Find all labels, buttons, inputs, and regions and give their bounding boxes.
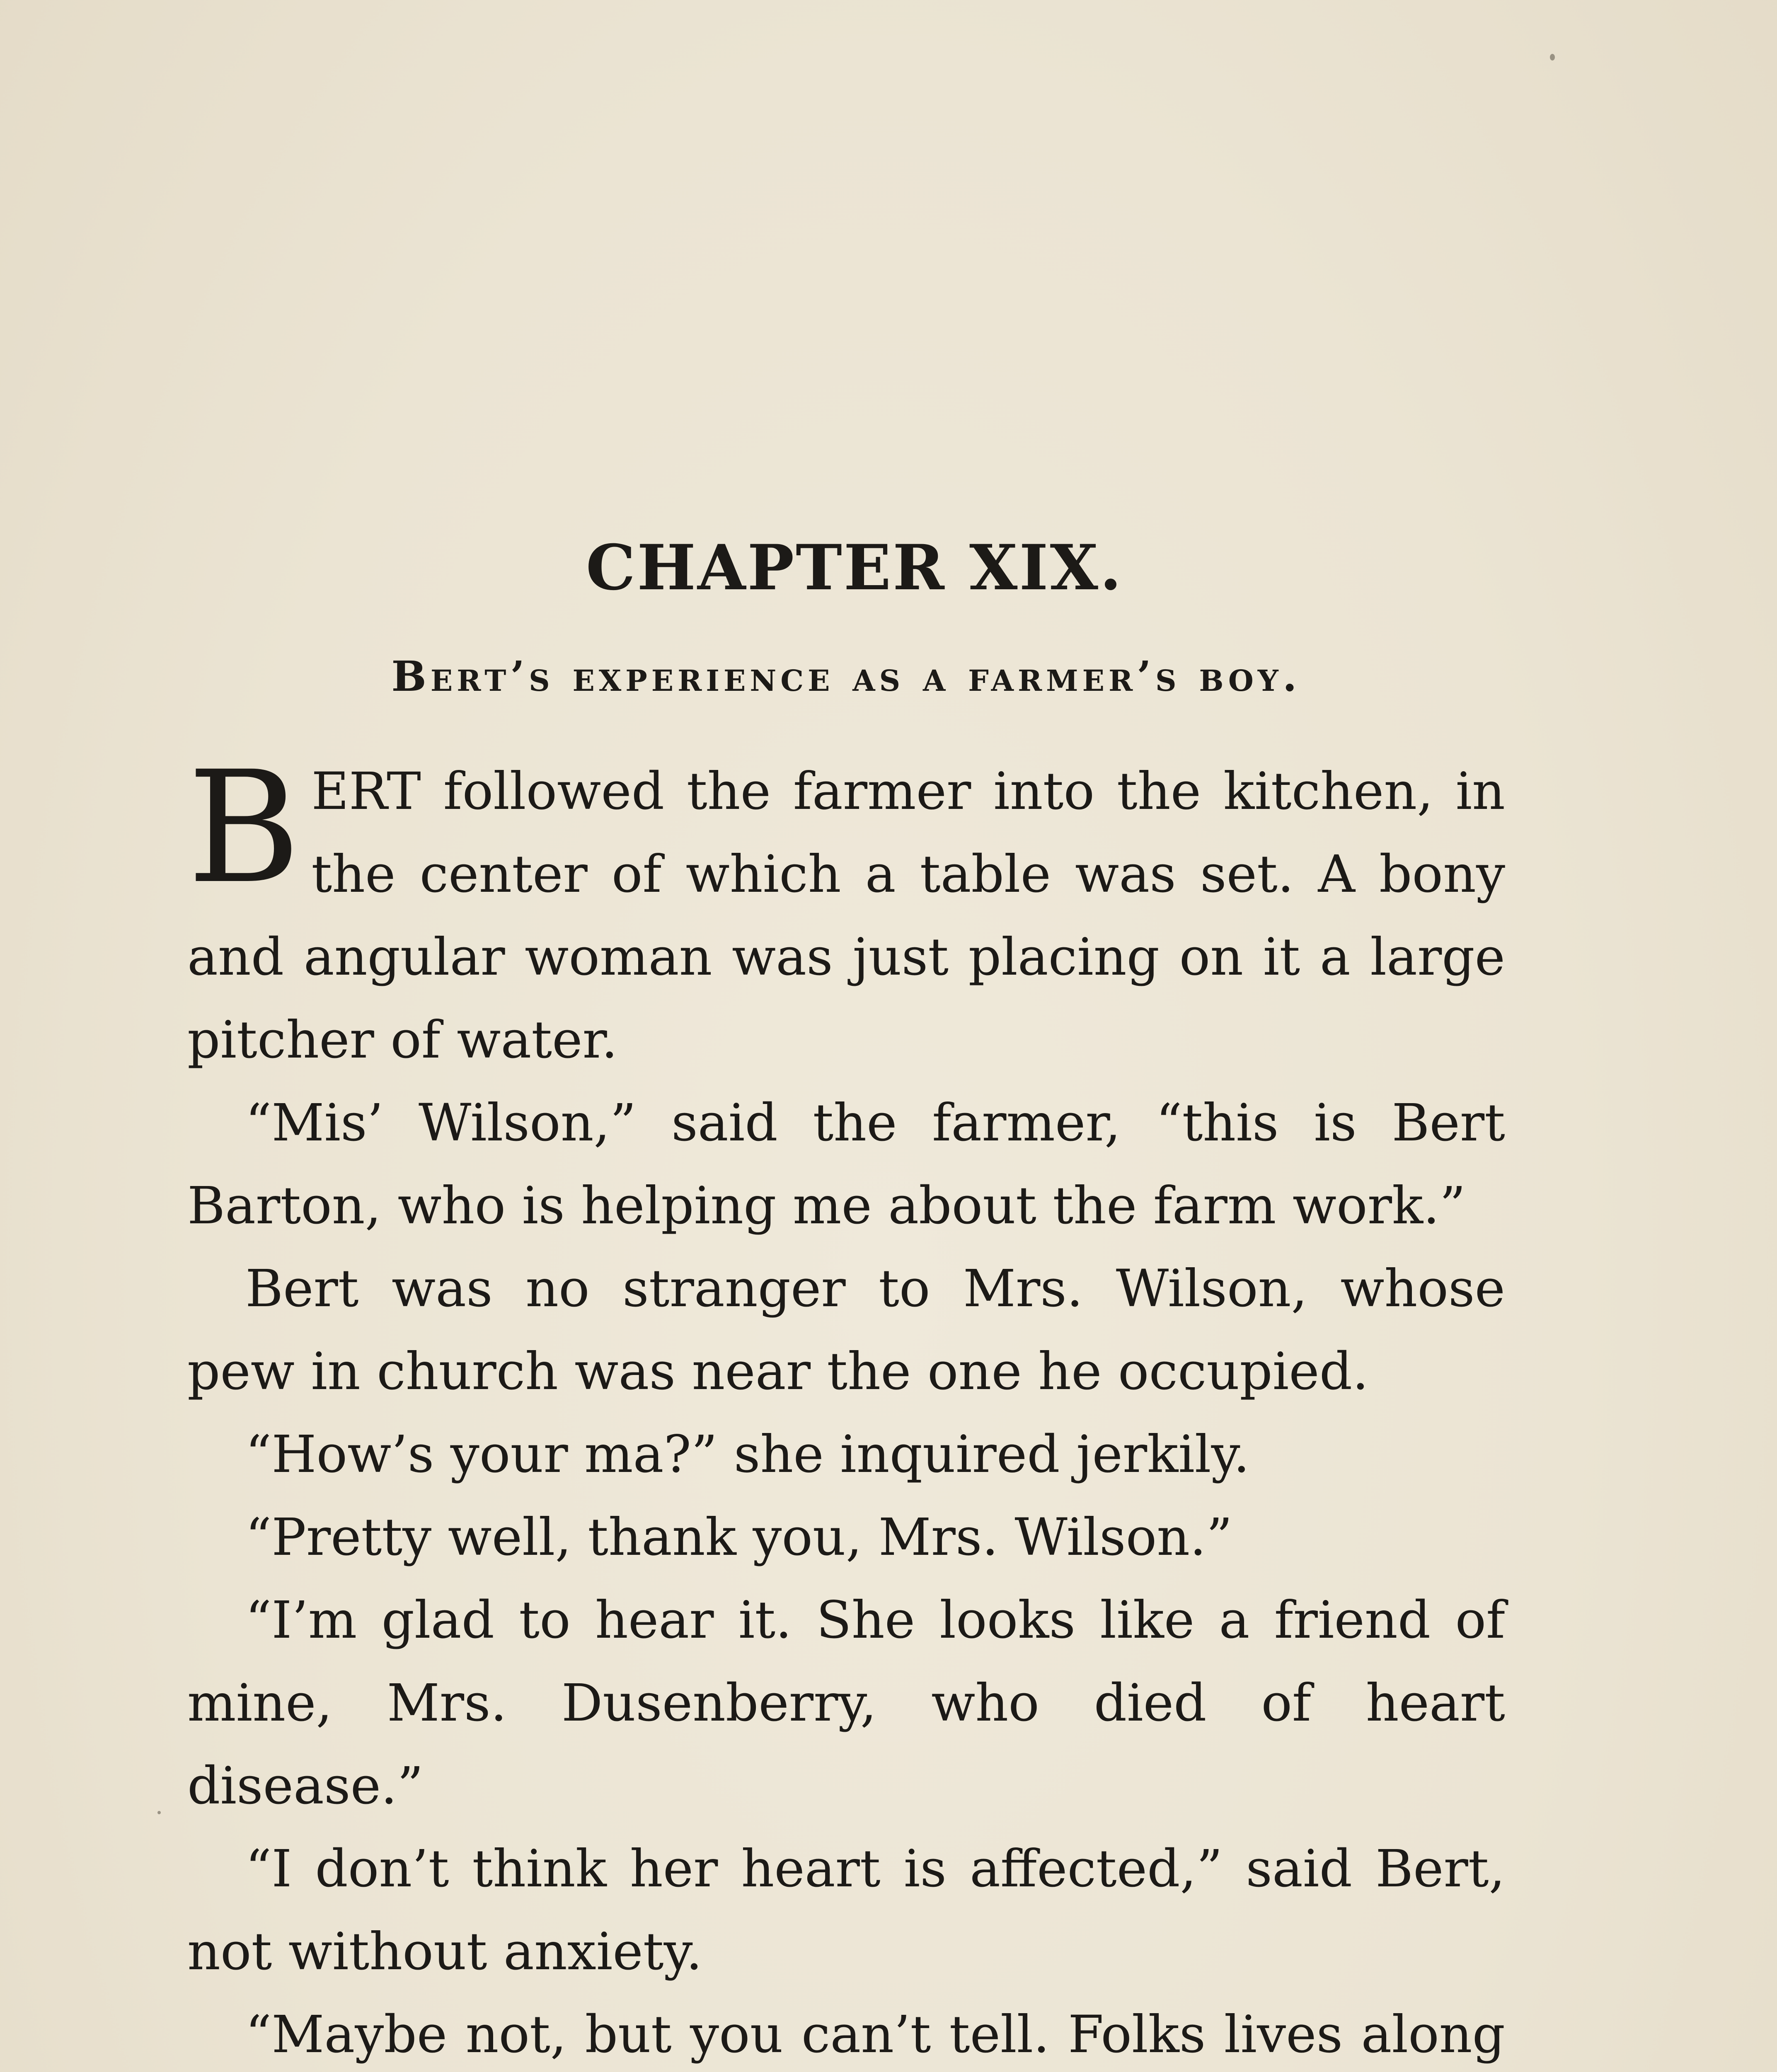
paragraph: “I’m glad to hear it. She looks like a friend of mine, Mrs. Dusenberry, who died of heart disease.”	[187, 1590, 1505, 1816]
chapter-subtitle: Bert’s experience as a farmer’s boy.	[391, 652, 1301, 701]
paper-speck	[1550, 54, 1555, 61]
drop-cap: B	[187, 738, 301, 917]
paragraph-text: ERT followed the farmer into the kitchen, in the center of which a table was set. A bony and angular woman was just placing on it a large pitcher of water.	[187, 762, 1505, 1070]
paragraph: “How’s your ma?” she inquired jerkily.	[245, 1425, 1250, 1484]
paragraph: “Mis’ Wilson,” said the farmer, “this is Bert Barton, who is helping me about the farm work.”	[187, 1093, 1505, 1236]
paragraph: Bert was no stranger to Mrs. Wilson, whose pew in church was near the one he occupied.	[187, 1259, 1505, 1402]
paragraph: “Pretty well, thank you, Mrs. Wilson.”	[245, 1508, 1232, 1567]
paragraph	[187, 738, 1505, 1082]
paragraph: “Maybe not, but you can’t tell. Folks lives along	[245, 2005, 1505, 2065]
chapter-title: CHAPTER XIX.	[586, 531, 1123, 604]
paper-speck	[157, 1811, 161, 1814]
chapter-body	[187, 738, 1505, 2072]
paragraph: “I don’t think her heart is affected,” said Bert, not without anxiety.	[187, 1839, 1505, 1982]
text-block	[187, 530, 1505, 2072]
